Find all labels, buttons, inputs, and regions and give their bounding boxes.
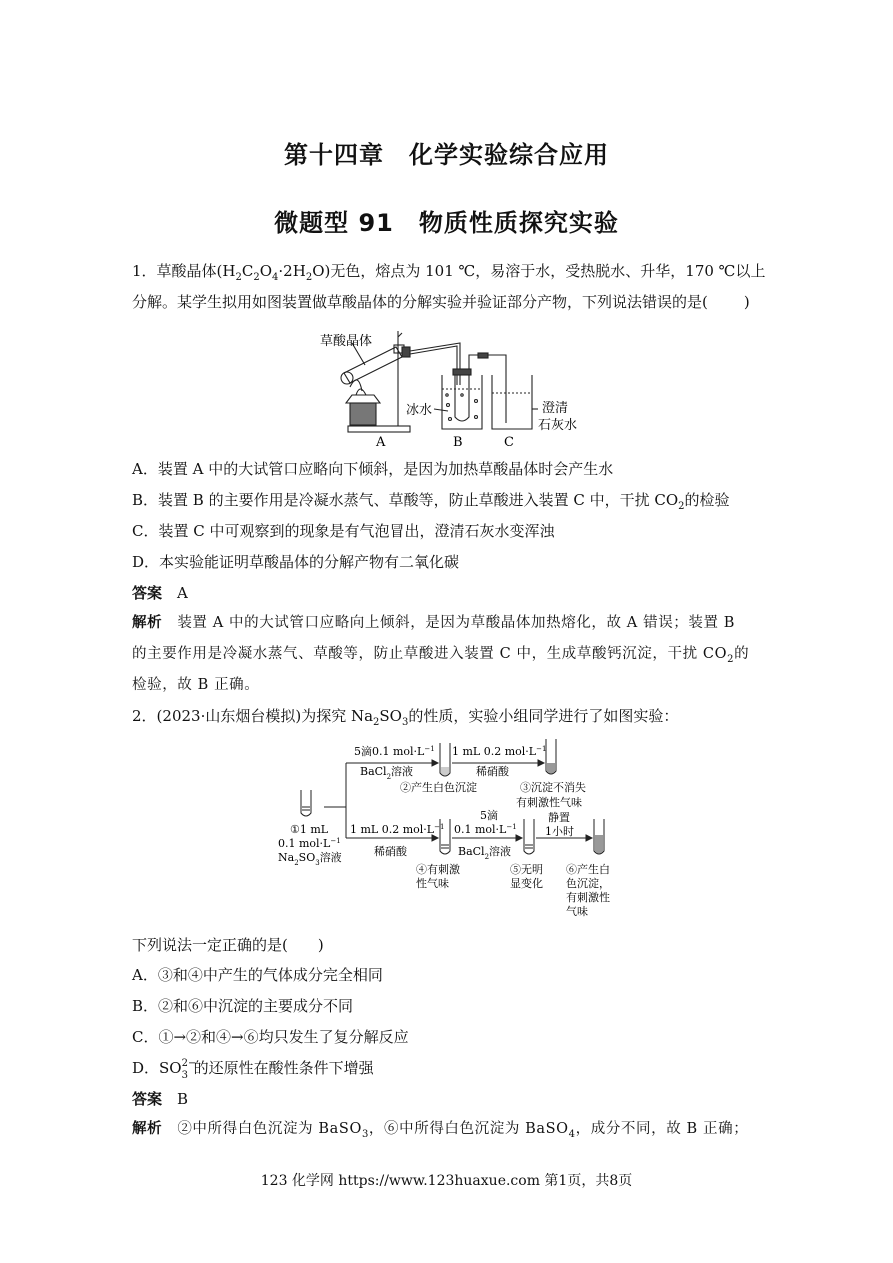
- t2: ②产生白色沉淀: [400, 781, 477, 794]
- stand-base: [348, 426, 410, 432]
- t6-l3: 有刺激性: [566, 891, 610, 904]
- r1-bottom: BaCl$_2$溶液: [360, 765, 414, 781]
- t5-l1: ⑤无明: [510, 863, 543, 876]
- q1-answer: 答案 A: [132, 584, 188, 602]
- section-title: 微题型 91 物质性质探究实验: [274, 209, 619, 237]
- label-B: B: [453, 435, 463, 450]
- r4-top1: 5滴: [480, 809, 498, 822]
- t5-l2: 显变化: [510, 877, 543, 890]
- q2-option-c: C．①→②和④→⑥均只发生了复分解反应: [132, 1028, 409, 1046]
- q2-ask: 下列说法一定正确的是( ): [132, 936, 324, 954]
- q2-option-a: A．③和④中产生的气体成分完全相同: [132, 966, 383, 984]
- r4-bottom: BaCl$_2$溶液: [458, 845, 512, 861]
- r2-top: 1 mL 0.2 $mol\cdot L^{-1}$: [452, 745, 547, 758]
- t4-l1: ④有刺激: [416, 863, 460, 876]
- label-A: A: [376, 435, 386, 450]
- tube-5: [524, 819, 534, 854]
- label-crystal: 草酸晶体: [320, 334, 373, 349]
- t4-l2: 性气味: [416, 877, 449, 890]
- q1-option-c: C．装置 C 中可观察到的现象是有气泡冒出，澄清石灰水变浑浊: [132, 522, 555, 540]
- q1-option-b: B．装置 B 的主要作用是冷凝水蒸气、草酸等，防止草酸进入装置 C 中，干扰 $CO_2$的检验: [132, 491, 730, 512]
- r5-top2: 1小时: [545, 825, 574, 838]
- label-limewater-2: 石灰水: [538, 418, 578, 433]
- r5-top1: 静置: [548, 811, 570, 824]
- q1-apparatus-figure: [310, 325, 600, 450]
- q2-analysis: 解析 ②中所得白色沉淀为 BaSO$_3$，⑥中所得白色沉淀为 BaSO$_4$，成分不同，故 B 正确；: [132, 1120, 749, 1140]
- s1-line3: $Na_2SO_3$溶液: [278, 851, 342, 867]
- chapter-title: 第十四章 化学实验综合应用: [284, 141, 609, 169]
- r4-top2: 0.1 $mol\cdot L^{-1}$: [454, 823, 517, 836]
- r2-bottom: 稀硝酸: [476, 765, 509, 778]
- q1-option-a: A．装置 A 中的大试管口应略向下倾斜，是因为加热草酸晶体时会产生水: [132, 460, 614, 478]
- q1-stem-line1: 1．草酸晶体$(H_2C_2O_4\cdot 2H_2O)$无色，熔点为 101 ℃，易溶于水，受热脱水、升华，170 ℃以上: [132, 262, 766, 283]
- s1-line1: ①1 mL: [290, 823, 329, 836]
- t3-l1: ③沉淀不消失: [520, 781, 586, 794]
- label-limewater-1: 澄清: [542, 401, 569, 416]
- q2-option-b: B．②和⑥中沉淀的主要成分不同: [132, 997, 354, 1015]
- r1-top: 5滴0.1 $mol\cdot L^{-1}$: [354, 745, 435, 758]
- tube-1: [301, 790, 311, 816]
- q1-analysis-line2: 的主要作用是冷凝水蒸气、草酸等，防止草酸进入装置 C 中，生成草酸钙沉淀，干扰 $CO_2$的: [132, 646, 750, 665]
- q2-option-d: D．SO 2− 3 的还原性在酸性条件下增强: [132, 1058, 374, 1081]
- t6-l2: 色沉淀，: [566, 877, 610, 890]
- q2-stem: 2．(2023·山东烟台模拟)为探究 $Na_2SO_3$的性质，实验小组同学进行了如图实验：: [132, 707, 679, 728]
- r3-top: 1 mL 0.2 $mol\cdot L^{-1}$: [350, 823, 445, 836]
- q1-analysis-line1: 解析 装置 A 中的大试管口应略向上倾斜，是因为草酸晶体加热熔化，故 A 错误；装置 B: [132, 614, 736, 631]
- q1-analysis-line3: 检验，故 B 正确。: [132, 677, 260, 693]
- s1-line2: 0.1 $mol\cdot L^{-1}$: [278, 837, 341, 850]
- q2-flow-figure: [270, 735, 630, 925]
- beaker-C: [492, 375, 532, 429]
- page-footer: 123 化学网 https://www.123huaxue.com 第1页，共8页: [260, 1173, 633, 1189]
- t3-l2: 有刺激性气味: [516, 796, 582, 809]
- q1-option-d: D．本实验能证明草酸晶体的分解产物有二氧化碳: [132, 553, 460, 571]
- q2-answer: 答案 B: [132, 1090, 189, 1108]
- label-icewater: 冰水: [406, 403, 433, 418]
- t6-l1: ⑥产生白: [566, 863, 610, 876]
- r3-bottom: 稀硝酸: [374, 845, 407, 858]
- q1-stem-line2: 分解。某学生拟用如图装置做草酸晶体的分解实验并验证部分产物，下列说法错误的是( ): [132, 293, 750, 311]
- t6-l4: 气味: [566, 905, 588, 918]
- label-C: C: [504, 435, 514, 450]
